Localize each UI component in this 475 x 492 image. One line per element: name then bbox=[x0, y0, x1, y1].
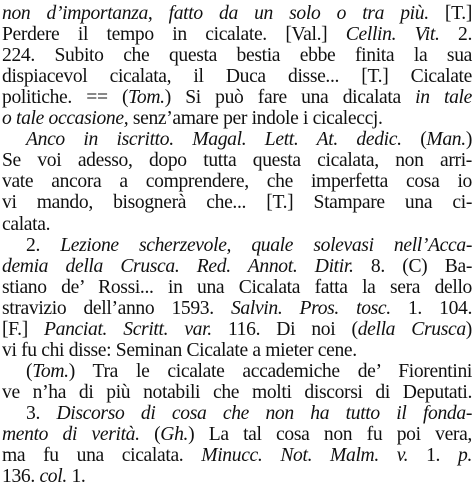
text-line bbox=[2, 298, 472, 320]
text-segment: ) Tra le cicalate accademiche de’ Fiorentini bbox=[68, 360, 472, 382]
text-segment: ve n’ha di più notabili che molti discorsi di Deputati. bbox=[2, 381, 472, 403]
text-segment: Se voi adesso, dopo tutta questa cicalata, non arri- bbox=[2, 150, 472, 172]
text-segment: 2. bbox=[439, 24, 472, 46]
text-segment: dispiacevol cicalata, il Duca disse... [T.] Cicalate bbox=[2, 66, 472, 88]
text-line bbox=[2, 340, 472, 362]
text-segment: 1. bbox=[408, 445, 458, 467]
italic-text-segment: mento di verità. bbox=[2, 424, 140, 445]
italic-text-segment: demia della Crusca. Red. Annot. Ditir. bbox=[2, 255, 354, 277]
text-line bbox=[2, 150, 472, 172]
text-segment: 136. bbox=[2, 466, 40, 488]
text-line bbox=[2, 445, 472, 467]
italic-text-segment: o tale occasione, bbox=[2, 108, 129, 130]
text-line bbox=[2, 129, 472, 151]
text-line bbox=[2, 192, 472, 214]
italic-text-segment: Discorso di cosa che non ha tutto il fonda- bbox=[56, 402, 472, 424]
text-segment: ) bbox=[465, 129, 472, 151]
text-segment: 8. (C) Ba- bbox=[353, 255, 472, 277]
text-line bbox=[2, 403, 472, 425]
text-line bbox=[2, 256, 472, 278]
text-segment: 116. Di noi ( bbox=[211, 318, 358, 340]
text-segment: ( bbox=[139, 424, 161, 445]
italic-text-segment: Tom. bbox=[32, 360, 69, 382]
text-line bbox=[2, 3, 472, 25]
text-line bbox=[2, 382, 472, 404]
text-segment: [F.] bbox=[2, 318, 45, 340]
text-line bbox=[2, 171, 472, 193]
italic-text-segment: Minucc. Not. Malm. v. bbox=[201, 445, 409, 467]
text-segment: stravizio dell’anno 1593. bbox=[2, 297, 231, 319]
text-line bbox=[2, 361, 472, 383]
italic-text-segment: della Crusca bbox=[357, 318, 466, 340]
text-line bbox=[2, 277, 472, 299]
italic-text-segment: Panciat. Scritt. var. bbox=[44, 318, 212, 340]
text-line bbox=[2, 87, 472, 109]
text-segment: calata. bbox=[2, 213, 51, 235]
text-segment: ( bbox=[26, 360, 33, 382]
italic-text-segment: non d’importanza, fatto da un solo o tra più. bbox=[2, 3, 429, 24]
text-line bbox=[2, 24, 472, 46]
text-line bbox=[2, 66, 472, 88]
text-segment: Perdere il tempo in cicalate. [Val.] bbox=[2, 24, 346, 46]
text-segment: 2. bbox=[26, 234, 61, 256]
text-line bbox=[2, 424, 472, 446]
text-segment: ) bbox=[465, 318, 472, 340]
text-segment: vi fu chi disse: Seminan Cicalate a mieter cene. bbox=[2, 339, 357, 361]
text-segment: 3. bbox=[26, 402, 57, 424]
text-line bbox=[2, 466, 472, 488]
text-line bbox=[2, 214, 472, 236]
text-segment: senz’amare per indole i cicaleccj. bbox=[128, 108, 383, 130]
text-segment: vate ancora a comprendere, che imperfetta cosa io bbox=[2, 171, 472, 193]
italic-text-segment: in tale bbox=[415, 87, 472, 109]
italic-text-segment: Man. bbox=[426, 129, 466, 151]
text-segment: stiano de’ Rossi... in una Cicalata fatta la sera dello bbox=[2, 276, 472, 298]
italic-text-segment: Anco in iscritto. Magal. Lett. At. dedic. bbox=[26, 129, 402, 151]
italic-text-segment: Cellin. Vit. bbox=[345, 24, 440, 46]
italic-text-segment: col. bbox=[39, 466, 67, 488]
italic-text-segment: Salvin. Pros. tosc. bbox=[230, 297, 391, 319]
italic-text-segment: p. bbox=[458, 445, 472, 467]
text-line bbox=[2, 108, 472, 130]
text-segment: ma fu una cicalata. bbox=[2, 445, 202, 467]
text-segment: 1. 104. bbox=[390, 297, 473, 319]
italic-text-segment: Tom. bbox=[128, 87, 165, 109]
italic-text-segment: Lezione scherzevole, quale solevasi nell’Acca- bbox=[60, 234, 472, 256]
text-segment: politiche. == ( bbox=[2, 87, 129, 109]
text-segment: [T.] bbox=[428, 3, 472, 24]
text-segment: 1. bbox=[66, 466, 86, 488]
text-segment: ) La tal cosa non fu poi vera, bbox=[188, 424, 472, 445]
text-segment: 224. Subito che questa bestia ebbe finita la sua bbox=[2, 45, 472, 67]
text-line bbox=[2, 45, 472, 67]
text-segment: vi mando, bisognerà che... [T.] Stampare una ci- bbox=[2, 192, 472, 214]
text-segment: ) Si può fare una dicalata bbox=[164, 87, 416, 109]
text-line bbox=[2, 235, 472, 257]
italic-text-segment: Gh. bbox=[160, 424, 189, 445]
text-line bbox=[2, 319, 472, 341]
text-segment: ( bbox=[401, 129, 427, 151]
